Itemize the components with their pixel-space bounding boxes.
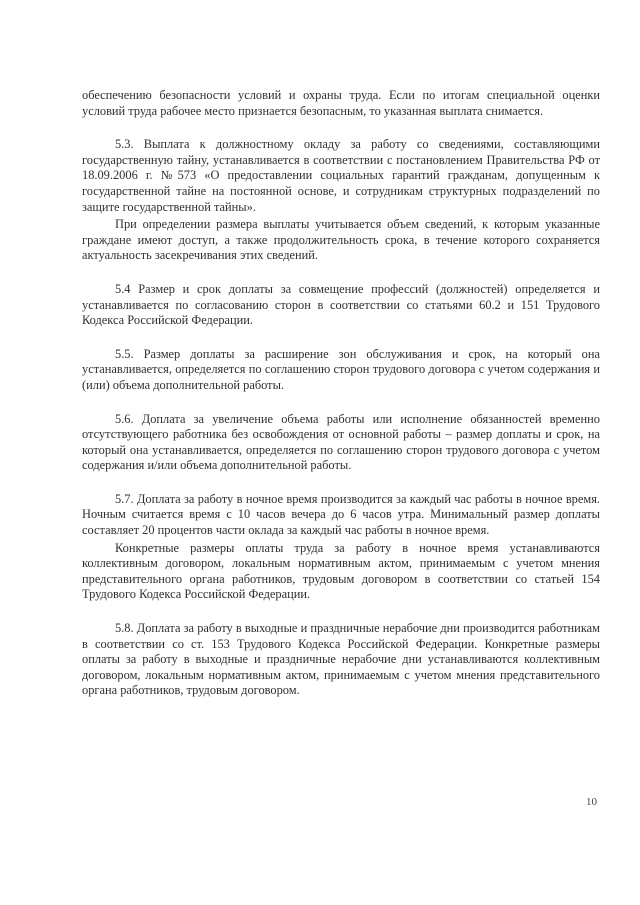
page-number: 10 <box>586 796 597 808</box>
paragraph-5-8: 5.8. Доплата за работу в выходные и праздничные нерабочие дни производится работникам в соответствии со ст. 153 Трудового Кодекса Российской Федерации. Конкретные размеры оплаты за работу в выходные и праздничные нерабочие дни устанавливаются коллективным договором, локальным нормативным актом, принимаемым с учетом мнения представительного органа работников, трудовым договором. <box>82 621 600 698</box>
page-body <box>82 88 600 699</box>
paragraph-5-7-details: Конкретные размеры оплаты труда за работу в ночное время устанавливаются коллективным договором, локальным нормативным актом, принимаемым с учетом мнения представительного органа работников, трудовым договором в соответствии со статьей 154 Трудового Кодекса Российской Федерации. <box>82 540 600 602</box>
paragraph-intro-continuation: обеспечению безопасности условий и охраны труда. Если по итогам специальной оценки условий труда рабочее место признается безопасным, то указанная выплата снимается. <box>82 88 600 118</box>
paragraph-5-7: 5.7. Доплата за работу в ночное время производится за каждый час работы в ночное время. Ночным считается время с 10 часов вечера до 6 часов утра. Минимальный размер доплаты составляет 20 процентов части оклада за каждый час работы в ночное время. <box>82 491 600 538</box>
paragraph-5-5: 5.5. Размер доплаты за расширение зон обслуживания и срок, на который она устанавливается, определяется по соглашению сторон трудового договора с учетом содержания и (или) объема дополнительной работы. <box>82 346 600 392</box>
paragraph-5-3-clarification: При определении размера выплаты учитывается объем сведений, к которым указанные граждане имеют доступ, а также продолжительность срока, в течение которого сохраняется актуальность засекречивания этих сведений. <box>82 217 600 263</box>
paragraph-5-6: 5.6. Доплата за увеличение объема работы или исполнение обязанностей временно отсутствующего работника без освобождения от основной работы – размер доплаты и срок, на который она устанавливается, определяется по соглашению сторон трудового договора с учетом содержания и/или объема дополнительной работы. <box>82 411 600 473</box>
paragraph-5-4: 5.4 Размер и срок доплаты за совмещение профессий (должностей) определяется и устанавливается по согласованию сторон в соответствии со статьями 60.2 и 151 Трудового Кодекса Российской Федерации. <box>82 281 600 328</box>
paragraph-5-3: 5.3. Выплата к должностному окладу за работу со сведениями, составляющими государственную тайну, устанавливается в соответствии с постановлением Правительства РФ от 18.09.2006 г. №573 «О предоставлении социальных гарантий гражданам, допущенным к государственной тайне на постоянной основе, и сотрудникам структурных подразделений по защите государственной тайны». <box>82 137 600 214</box>
